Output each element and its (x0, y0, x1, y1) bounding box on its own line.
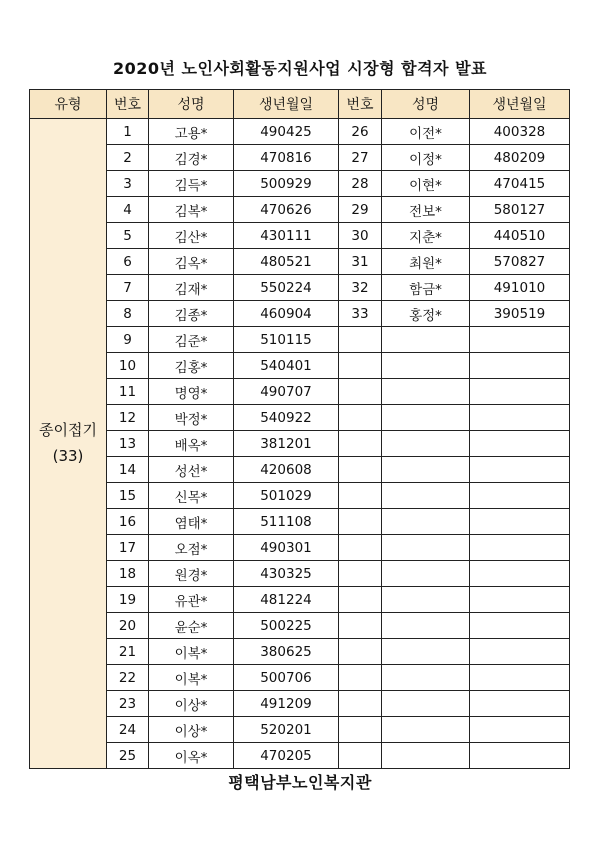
table-row (30, 171, 570, 197)
empty-cell (470, 717, 570, 743)
row-birthdate: 460904 (234, 301, 339, 327)
row-birthdate: 380625 (234, 639, 339, 665)
empty-cell (382, 379, 470, 405)
empty-cell (382, 691, 470, 717)
row-birthdate-2: 440510 (470, 223, 570, 249)
table-row (30, 509, 570, 535)
table-row (30, 587, 570, 613)
row-name: 김홍* (149, 353, 234, 379)
table-row (30, 665, 570, 691)
row-number: 20 (107, 613, 149, 639)
row-name-2: 전보* (382, 197, 470, 223)
row-name: 김준* (149, 327, 234, 353)
header-birthdate-2: 생년월일 (470, 90, 570, 119)
row-number: 2 (107, 145, 149, 171)
row-birthdate-2: 390519 (470, 301, 570, 327)
category-cell (30, 119, 107, 769)
row-number: 10 (107, 353, 149, 379)
row-birthdate: 520201 (234, 717, 339, 743)
row-number-2: 28 (339, 171, 382, 197)
page-title: 2020년 노인사회활동지원사업 시장형 합격자 발표 (113, 59, 487, 78)
row-name: 신목* (149, 483, 234, 509)
table-row (30, 197, 570, 223)
empty-cell (470, 353, 570, 379)
empty-cell (382, 431, 470, 457)
row-birthdate: 480521 (234, 249, 339, 275)
header-name-2: 성명 (382, 90, 470, 119)
row-birthdate: 501029 (234, 483, 339, 509)
row-number: 5 (107, 223, 149, 249)
empty-cell (382, 587, 470, 613)
row-name: 이복* (149, 639, 234, 665)
row-birthdate: 470205 (234, 743, 339, 769)
table-row (30, 119, 570, 145)
empty-cell (339, 431, 382, 457)
row-birthdate-2: 580127 (470, 197, 570, 223)
empty-cell (470, 327, 570, 353)
empty-cell (470, 457, 570, 483)
row-number: 8 (107, 301, 149, 327)
row-birthdate: 490425 (234, 119, 339, 145)
empty-cell (470, 431, 570, 457)
empty-cell (339, 639, 382, 665)
header-type: 유형 (30, 90, 107, 119)
row-name: 이상* (149, 717, 234, 743)
empty-cell (470, 665, 570, 691)
row-name: 고용* (149, 119, 234, 145)
table-row (30, 483, 570, 509)
empty-cell (382, 665, 470, 691)
table-row (30, 613, 570, 639)
empty-cell (470, 379, 570, 405)
empty-cell (339, 327, 382, 353)
row-number: 17 (107, 535, 149, 561)
row-name-2: 이정* (382, 145, 470, 171)
row-name: 명영* (149, 379, 234, 405)
row-number-2: 27 (339, 145, 382, 171)
row-birthdate-2: 480209 (470, 145, 570, 171)
row-name: 염태* (149, 509, 234, 535)
table-row (30, 275, 570, 301)
row-name: 유관* (149, 587, 234, 613)
row-birthdate: 430325 (234, 561, 339, 587)
row-name: 김경* (149, 145, 234, 171)
row-number: 18 (107, 561, 149, 587)
row-number: 19 (107, 587, 149, 613)
empty-cell (382, 405, 470, 431)
row-name-2: 함금* (382, 275, 470, 301)
row-birthdate: 500225 (234, 613, 339, 639)
row-birthdate: 500929 (234, 171, 339, 197)
row-birthdate: 381201 (234, 431, 339, 457)
table-row (30, 301, 570, 327)
table-row (30, 743, 570, 769)
row-number-2: 32 (339, 275, 382, 301)
empty-cell (339, 561, 382, 587)
header-number: 번호 (107, 90, 149, 119)
row-name: 이복* (149, 665, 234, 691)
row-birthdate: 490707 (234, 379, 339, 405)
table-row (30, 431, 570, 457)
empty-cell (382, 535, 470, 561)
table-row (30, 353, 570, 379)
row-number: 3 (107, 171, 149, 197)
table-row (30, 405, 570, 431)
header-birthdate: 생년월일 (234, 90, 339, 119)
empty-cell (339, 587, 382, 613)
row-number: 1 (107, 119, 149, 145)
row-birthdate: 550224 (234, 275, 339, 301)
row-name: 이옥* (149, 743, 234, 769)
empty-cell (470, 639, 570, 665)
empty-cell (470, 405, 570, 431)
row-number: 16 (107, 509, 149, 535)
empty-cell (339, 743, 382, 769)
row-name: 김재* (149, 275, 234, 301)
empty-cell (339, 405, 382, 431)
empty-cell (382, 483, 470, 509)
empty-cell (339, 665, 382, 691)
row-name-2: 지춘* (382, 223, 470, 249)
row-name-2: 홍정* (382, 301, 470, 327)
row-birthdate-2: 400328 (470, 119, 570, 145)
empty-cell (470, 483, 570, 509)
row-birthdate: 470816 (234, 145, 339, 171)
row-birthdate: 540922 (234, 405, 339, 431)
empty-cell (382, 561, 470, 587)
empty-cell (339, 691, 382, 717)
row-number-2: 30 (339, 223, 382, 249)
row-number: 13 (107, 431, 149, 457)
empty-cell (470, 561, 570, 587)
empty-cell (470, 613, 570, 639)
empty-cell (382, 743, 470, 769)
category-count: (33) (52, 446, 84, 465)
table-row (30, 379, 570, 405)
header-name: 성명 (149, 90, 234, 119)
table-row (30, 457, 570, 483)
empty-cell (382, 717, 470, 743)
empty-cell (339, 379, 382, 405)
table-row (30, 249, 570, 275)
table-row (30, 717, 570, 743)
row-birthdate: 430111 (234, 223, 339, 249)
empty-cell (339, 483, 382, 509)
empty-cell (382, 639, 470, 665)
empty-cell (470, 743, 570, 769)
empty-cell (470, 535, 570, 561)
row-name: 원경* (149, 561, 234, 587)
row-birthdate: 470626 (234, 197, 339, 223)
row-name: 이상* (149, 691, 234, 717)
row-birthdate: 500706 (234, 665, 339, 691)
row-birthdate: 491209 (234, 691, 339, 717)
table-row (30, 691, 570, 717)
table-header-row (30, 90, 570, 119)
row-name: 김복* (149, 197, 234, 223)
table-row (30, 639, 570, 665)
row-number: 22 (107, 665, 149, 691)
empty-cell (339, 535, 382, 561)
row-birthdate: 420608 (234, 457, 339, 483)
row-number-2: 26 (339, 119, 382, 145)
table-row (30, 561, 570, 587)
empty-cell (382, 457, 470, 483)
empty-cell (382, 327, 470, 353)
results-table (29, 89, 570, 769)
row-number: 12 (107, 405, 149, 431)
row-name: 김옥* (149, 249, 234, 275)
category-name: 종이접기 (39, 421, 97, 439)
row-number: 11 (107, 379, 149, 405)
empty-cell (382, 613, 470, 639)
table-row (30, 223, 570, 249)
row-name-2: 최원* (382, 249, 470, 275)
row-number: 25 (107, 743, 149, 769)
table-row (30, 145, 570, 171)
row-number: 14 (107, 457, 149, 483)
empty-cell (339, 613, 382, 639)
empty-cell (339, 457, 382, 483)
empty-cell (382, 353, 470, 379)
row-number-2: 31 (339, 249, 382, 275)
header-number-2: 번호 (339, 90, 382, 119)
table-row (30, 327, 570, 353)
row-name: 박정* (149, 405, 234, 431)
row-name: 배옥* (149, 431, 234, 457)
row-number-2: 33 (339, 301, 382, 327)
row-number: 15 (107, 483, 149, 509)
row-name: 성선* (149, 457, 234, 483)
row-number: 21 (107, 639, 149, 665)
row-name: 오점* (149, 535, 234, 561)
empty-cell (339, 717, 382, 743)
table-body (30, 119, 570, 769)
row-birthdate: 540401 (234, 353, 339, 379)
row-birthdate: 510115 (234, 327, 339, 353)
row-birthdate-2: 570827 (470, 249, 570, 275)
empty-cell (470, 587, 570, 613)
organization-name: 평택남부노인복지관 (228, 773, 372, 792)
row-number: 4 (107, 197, 149, 223)
row-birthdate: 481224 (234, 587, 339, 613)
empty-cell (382, 509, 470, 535)
row-number: 7 (107, 275, 149, 301)
row-birthdate-2: 491010 (470, 275, 570, 301)
row-birthdate: 490301 (234, 535, 339, 561)
table-row (30, 535, 570, 561)
row-name-2: 이현* (382, 171, 470, 197)
row-name: 김종* (149, 301, 234, 327)
row-name: 김산* (149, 223, 234, 249)
row-number: 23 (107, 691, 149, 717)
row-birthdate-2: 470415 (470, 171, 570, 197)
row-number-2: 29 (339, 197, 382, 223)
empty-cell (339, 353, 382, 379)
row-number: 9 (107, 327, 149, 353)
empty-cell (470, 509, 570, 535)
row-birthdate: 511108 (234, 509, 339, 535)
row-name: 김득* (149, 171, 234, 197)
empty-cell (339, 509, 382, 535)
row-number: 6 (107, 249, 149, 275)
row-name-2: 이전* (382, 119, 470, 145)
row-number: 24 (107, 717, 149, 743)
row-name: 윤순* (149, 613, 234, 639)
empty-cell (470, 691, 570, 717)
